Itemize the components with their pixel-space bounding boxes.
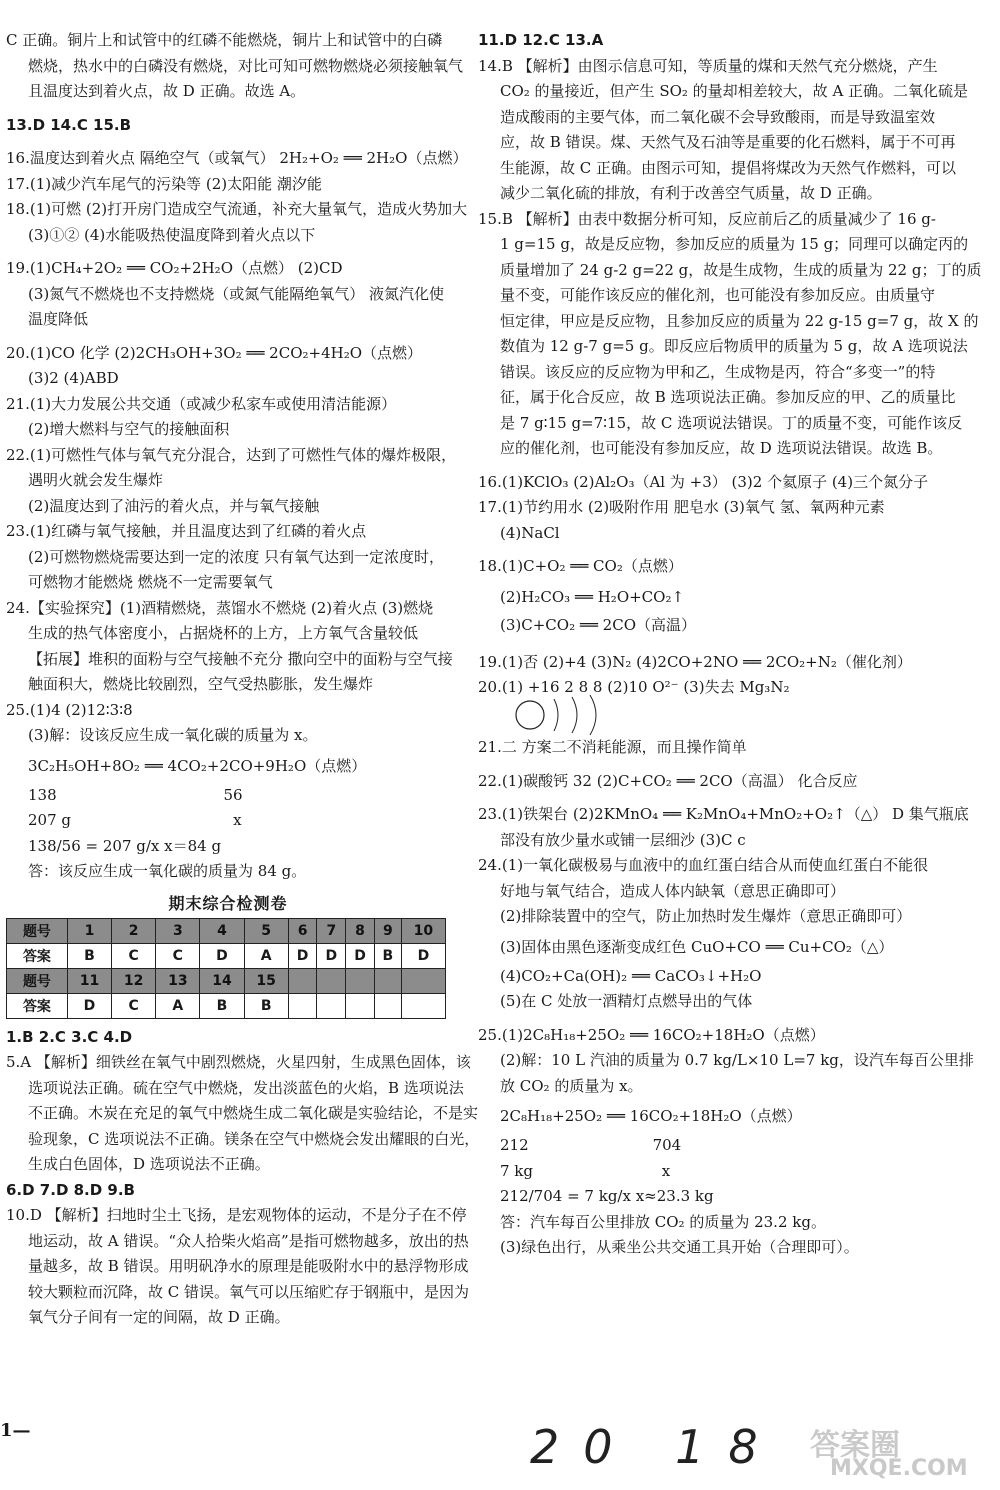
answer-line: 6.D 7.D 8.D 9.B bbox=[6, 1180, 135, 1199]
table-row bbox=[7, 968, 446, 993]
mass-line: 207 g x bbox=[28, 811, 242, 829]
section-title: 期末综合检测卷 bbox=[168, 893, 288, 913]
answer-line: 11.D 12.C 13.A bbox=[478, 31, 604, 49]
table-row bbox=[7, 918, 446, 943]
answer-line: (5)在 C 处放一酒精灯点燃导出的气体 bbox=[500, 992, 753, 1010]
answer-line: 17.(1)减少汽车尾气的污染等 (2)太阳能 潮汐能 bbox=[6, 174, 322, 193]
text-line: 燃烧，热水中的白磷没有燃烧，对比可知可燃物燃烧必须接触氧气 bbox=[28, 56, 464, 75]
atom-structure-line bbox=[478, 675, 978, 735]
answer-line: 16.(1)KClO₃ (2)Al₂O₃（Al 为 +3） (3)2 个氦原子 (4)三个氮分子 bbox=[478, 472, 929, 491]
answer-line: 20.(1)CO 化学 (2)2CH₃OH+3O₂ ══ 2CO₂+4H₂O（点燃） bbox=[6, 343, 423, 362]
answer-line: (2)排除装置中的空气，防止加热时发生爆炸（意思正确即可） bbox=[500, 907, 912, 925]
answer-line: 部没有放少量水或铺一层细沙 (3)C c bbox=[500, 830, 746, 849]
answer-line: 22.(1)可燃性气体与氧气充分混合，达到了可燃性气体的爆炸极限， bbox=[6, 445, 457, 464]
table-cell: D bbox=[346, 943, 375, 968]
analysis-line: 应的催化剂，也可能没有参加反应，故 D 选项说法错误。故选 B。 bbox=[500, 439, 943, 457]
equation: (4)CO₂+Ca(OH)₂ ══ CaCO₃↓+H₂O bbox=[500, 966, 762, 985]
table-cell bbox=[374, 968, 401, 993]
table-cell: 题号 bbox=[7, 918, 68, 943]
analysis-line: 14.B 【解析】由图示信息可知，等质量的煤和天然气充分燃烧，产生 bbox=[478, 56, 938, 75]
table-cell: C bbox=[112, 993, 156, 1018]
handwriting: 20 18 bbox=[530, 1420, 782, 1474]
table-cell bbox=[346, 968, 375, 993]
answer-line: 17.(1)节约用水 (2)吸附作用 肥皂水 (3)氧气 氢、氧两种元素 bbox=[478, 498, 885, 516]
table-cell: 9 bbox=[374, 918, 401, 943]
answer-line: 生成的热气体密度小，占据烧杯的上方，上方氧气含量较低 bbox=[28, 624, 419, 642]
table-row bbox=[7, 993, 446, 1018]
answer-line: 答：汽车每百公里排放 CO₂ 的质量为 23.2 kg。 bbox=[500, 1212, 826, 1231]
proportion: 212/704 = 7 kg/x x≈23.3 kg bbox=[500, 1187, 714, 1205]
answer-line: 触面积大，燃烧比较剧烈，空气受热膨胀，发生爆炸 bbox=[28, 675, 374, 693]
equation: 25.(1)2C₈H₁₈+25O₂ ══ 16CO₂+18H₂O（点燃） bbox=[478, 1025, 825, 1044]
analysis-line: 较大颗粒而沉降，故 C 错误。氧气可以压缩贮存于钢瓶中，是因为 bbox=[28, 1282, 470, 1301]
answer-line: (3)解：设该反应生成一氧化碳的质量为 x。 bbox=[28, 726, 318, 744]
analysis-line: 减少二氧化硫的排放，有利于改善空气质量，故 D 正确。 bbox=[500, 184, 882, 202]
answer-line: 温度降低 bbox=[28, 310, 89, 328]
answer-line: (3)氮气不燃烧也不支持燃烧（或氮气能隔绝氧气） 液氮汽化使 bbox=[28, 284, 445, 303]
answer-line: 22.(1)碳酸钙 32 (2)C+CO₂ ══ 2CO（高温） 化合反应 bbox=[478, 771, 858, 790]
answer-line: (3)①② (4)水能吸热使温度降到着火点以下 bbox=[28, 225, 316, 244]
equation: 18.(1)C+O₂ ══ CO₂（点燃） bbox=[478, 557, 683, 575]
table-cell: 10 bbox=[401, 918, 445, 943]
analysis-line: 应，故 B 错误。煤、天然气及石油等是重要的化石燃料，属于不可再 bbox=[500, 133, 956, 151]
equation: 2C₈H₁₈+25O₂ ══ 16CO₂+18H₂O（点燃） bbox=[500, 1107, 802, 1125]
answer-line: 23.(1)红磷与氧气接触，并且温度达到了红磷的着火点 bbox=[6, 522, 367, 540]
answer-text: 20.(1) +16 2 8 8 (2)10 O²⁻ (3)失去 Mg₃N₂ bbox=[478, 678, 790, 696]
atom-structure-diagram bbox=[514, 693, 624, 749]
table-cell: 题号 bbox=[7, 968, 68, 993]
answer-line: 16.温度达到着火点 隔绝空气（或氧气） 2H₂+O₂ ══ 2H₂O（点燃） bbox=[6, 149, 468, 167]
left-column bbox=[6, 28, 480, 1331]
table-cell: 6 bbox=[288, 918, 317, 943]
page-mark: 1— bbox=[0, 1420, 31, 1441]
table-cell: B bbox=[67, 943, 111, 968]
analysis-line: 生能源，故 C 正确。由图示可知，提倡将煤改为天然气作燃料，可以 bbox=[500, 158, 957, 177]
analysis-line: 生成白色固体，D 选项说法不正确。 bbox=[28, 1155, 270, 1173]
analysis-line: 1 g=15 g，故是反应物，参加反应的质量为 15 g；同理可以确定丙的 bbox=[500, 235, 969, 253]
table-cell: 1 bbox=[67, 918, 111, 943]
answer-line: 答：该反应生成一氧化碳的质量为 84 g。 bbox=[28, 862, 307, 880]
mass-line: 138 56 bbox=[28, 785, 243, 804]
answer-line: 25.(1)4 (2)12∶3∶8 bbox=[6, 700, 133, 719]
table-cell: B bbox=[244, 993, 288, 1018]
table-cell: 14 bbox=[200, 968, 244, 993]
analysis-line: 选项说法正确。硫在空气中燃烧，发出淡蓝色的火焰，B 选项说法 bbox=[28, 1078, 464, 1097]
analysis-line: 量越多，故 B 错误。用明矾净水的原理是能吸附水中的悬浮物形成 bbox=[28, 1257, 469, 1275]
table-cell bbox=[317, 993, 346, 1018]
table-cell: A bbox=[156, 993, 200, 1018]
table-cell bbox=[288, 993, 317, 1018]
answer-line: 可燃物才能燃烧 燃烧不一定需要氧气 bbox=[28, 573, 273, 591]
equation: (2)H₂CO₃ ══ H₂O+CO₂↑ bbox=[500, 587, 685, 606]
table-cell: A bbox=[244, 943, 288, 968]
table-cell: 答案 bbox=[7, 943, 68, 968]
answer-line: 13.D 14.C 15.B bbox=[6, 115, 132, 134]
analysis-line: 征，属于化合反应，故 B 选项说法正确。参加反应的甲、乙的质量比 bbox=[500, 388, 956, 406]
table-cell: 7 bbox=[317, 918, 346, 943]
equation: (3)固体由黑色逐渐变成红色 CuO+CO ══ Cu+CO₂（△） bbox=[500, 937, 894, 956]
answer-table bbox=[6, 918, 446, 1019]
proportion: 138/56 = 207 g/x x＝84 g bbox=[28, 836, 222, 855]
analysis-line: 恒定律，甲应是反应物，且参加反应的质量为 22 g-15 g=7 g，故 X 的 bbox=[500, 311, 979, 330]
table-cell: C bbox=[112, 943, 156, 968]
analysis-line: 验现象，C 选项说法不正确。镁条在空气中燃烧会发出耀眼的白光， bbox=[28, 1129, 480, 1148]
watermark-logo bbox=[800, 1420, 990, 1486]
analysis-line: 10.D 【解析】扫地时尘土飞扬，是宏观物体的运动，不是分子在不停 bbox=[6, 1206, 467, 1224]
table-cell bbox=[401, 968, 445, 993]
answer-line: 24.(1)一氧化碳极易与血液中的血红蛋白结合从而使血红蛋白不能很 bbox=[478, 856, 929, 874]
table-cell: D bbox=[288, 943, 317, 968]
table-cell: 11 bbox=[67, 968, 111, 993]
analysis-line: 氧气分子间有一定的间隔，故 D 正确。 bbox=[28, 1308, 290, 1326]
table-cell: 2 bbox=[112, 918, 156, 943]
watermark-text: 答案圈 bbox=[810, 1428, 900, 1463]
answer-line: 24.【实验探究】(1)酒精燃烧，蒸馏水不燃烧 (2)着火点 (3)燃烧 bbox=[6, 598, 434, 617]
answer-line: 21.二 方案二不消耗能源，而且操作简单 bbox=[478, 738, 747, 756]
answer-line: 18.(1)可燃 (2)打开房门造成空气流通，补充大量氧气，造成火势加大 bbox=[6, 200, 468, 218]
answer-line: (2)温度达到了油污的着火点，并与氧气接触 bbox=[28, 496, 320, 515]
answer-line: 19.(1)否 (2)+4 (3)N₂ (4)2CO+2NO ══ 2CO₂+N₂（催化剂） bbox=[478, 652, 912, 671]
table-cell: 5 bbox=[244, 918, 288, 943]
table-cell: D bbox=[200, 943, 244, 968]
analysis-line: 造成酸雨的主要气体，而二氧化碳不会导致酸雨，而是导致温室效 bbox=[500, 107, 936, 126]
answer-line: (2)解：10 L 汽油的质量为 0.7 kg/L×10 L=7 kg，设汽车每百公里排 bbox=[500, 1051, 974, 1069]
table-cell: B bbox=[374, 943, 401, 968]
table-cell: 8 bbox=[346, 918, 375, 943]
analysis-line: 量不变，可能作该反应的催化剂，也可能没有参加反应。由质量守 bbox=[500, 286, 936, 304]
analysis-line: 数值为 12 g-7 g=5 g。即反应后物质甲的质量为 5 g，故 A 选项说法 bbox=[500, 337, 968, 355]
answer-line: 遇明火就会发生爆炸 bbox=[28, 471, 164, 489]
table-row bbox=[7, 943, 446, 968]
answer-line: 1.B 2.C 3.C 4.D bbox=[6, 1027, 133, 1046]
mass-line: 7 kg x bbox=[500, 1161, 671, 1180]
table-cell: 答案 bbox=[7, 993, 68, 1018]
table-cell: 12 bbox=[112, 968, 156, 993]
answer-line: (3)绿色出行，从乘坐公共交通工具开始（合理即可）。 bbox=[500, 1238, 859, 1256]
text-line: 且温度达到着火点，故 D 正确。故选 A。 bbox=[28, 82, 306, 100]
table-cell: D bbox=[67, 993, 111, 1018]
table-cell: 13 bbox=[156, 968, 200, 993]
right-column bbox=[478, 28, 982, 1261]
watermark-url: MXQE.COM bbox=[830, 1456, 968, 1481]
answer-line: 好地与氧气结合，造成人体内缺氧（意思正确即可） bbox=[500, 881, 846, 900]
table-cell: C bbox=[156, 943, 200, 968]
table-cell: 3 bbox=[156, 918, 200, 943]
answer-line: (3)2 (4)ABD bbox=[28, 369, 119, 387]
analysis-line: CO₂ 的量接近，但产生 SO₂ 的量却相差较大，故 A 正确。二氧化硫是 bbox=[500, 82, 969, 100]
answer-line: 放 CO₂ 的质量为 x。 bbox=[500, 1076, 643, 1095]
table-cell: 4 bbox=[200, 918, 244, 943]
answer-line: 21.(1)大力发展公共交通（或减少私家车或使用清洁能源） bbox=[6, 394, 397, 413]
analysis-line: 错误。该反应的反应物为甲和乙，生成物是丙，符合“多变一”的特 bbox=[500, 362, 936, 381]
answer-line: (4)NaCl bbox=[500, 523, 560, 542]
analysis-line: 地运动，故 A 错误。“众人拾柴火焰高”是指可燃物越多，放出的热 bbox=[28, 1231, 469, 1250]
table-cell bbox=[346, 993, 375, 1018]
equation: 3C₂H₅OH+8O₂ ══ 4CO₂+2CO+9H₂O（点燃） bbox=[28, 756, 367, 775]
answer-line: 19.(1)CH₄+2O₂ ══ CO₂+2H₂O（点燃） (2)CD bbox=[6, 259, 343, 277]
table-cell: 15 bbox=[244, 968, 288, 993]
answer-line: 【拓展】堆积的面粉与空气接触不充分 撒向空中的面粉与空气接 bbox=[28, 649, 453, 668]
table-cell bbox=[317, 968, 346, 993]
analysis-line: 5.A 【解析】细铁丝在氧气中剧烈燃烧，火星四射，生成黑色固体，该 bbox=[6, 1053, 471, 1071]
analysis-line: 质量增加了 24 g-2 g=22 g，故是生成物，生成的质量为 22 g；丁的质 bbox=[500, 260, 982, 279]
table-cell: B bbox=[200, 993, 244, 1018]
answer-line: (2)可燃物燃烧需要达到一定的浓度 只有氧气达到一定浓度时， bbox=[28, 547, 445, 566]
mass-line: 212 704 bbox=[500, 1136, 682, 1154]
analysis-line: 是 7 g∶15 g=7∶15，故 C 选项说法错误。丁的质量不变，可能作该反 bbox=[500, 413, 963, 432]
analysis-line: 15.B 【解析】由表中数据分析可知，反应前后乙的质量减少了 16 g- bbox=[478, 209, 936, 228]
table-cell bbox=[374, 993, 401, 1018]
answer-line: (2)增大燃料与空气的接触面积 bbox=[28, 420, 230, 438]
answer-line: 23.(1)铁架台 (2)2KMnO₄ ══ K₂MnO₄+MnO₂+O₂↑（△） D 集气瓶底 bbox=[478, 805, 969, 823]
table-cell bbox=[288, 968, 317, 993]
analysis-line: 不正确。木炭在充足的氧气中燃烧生成二氧化碳是实验结论，不是实 bbox=[28, 1104, 479, 1122]
text-line: C 正确。铜片上和试管中的红磷不能燃烧，铜片上和试管中的白磷 bbox=[6, 31, 443, 49]
table-cell: D bbox=[401, 943, 445, 968]
equation: (3)C+CO₂ ══ 2CO（高温） bbox=[500, 615, 696, 634]
table-cell: D bbox=[317, 943, 346, 968]
table-cell bbox=[401, 993, 445, 1018]
